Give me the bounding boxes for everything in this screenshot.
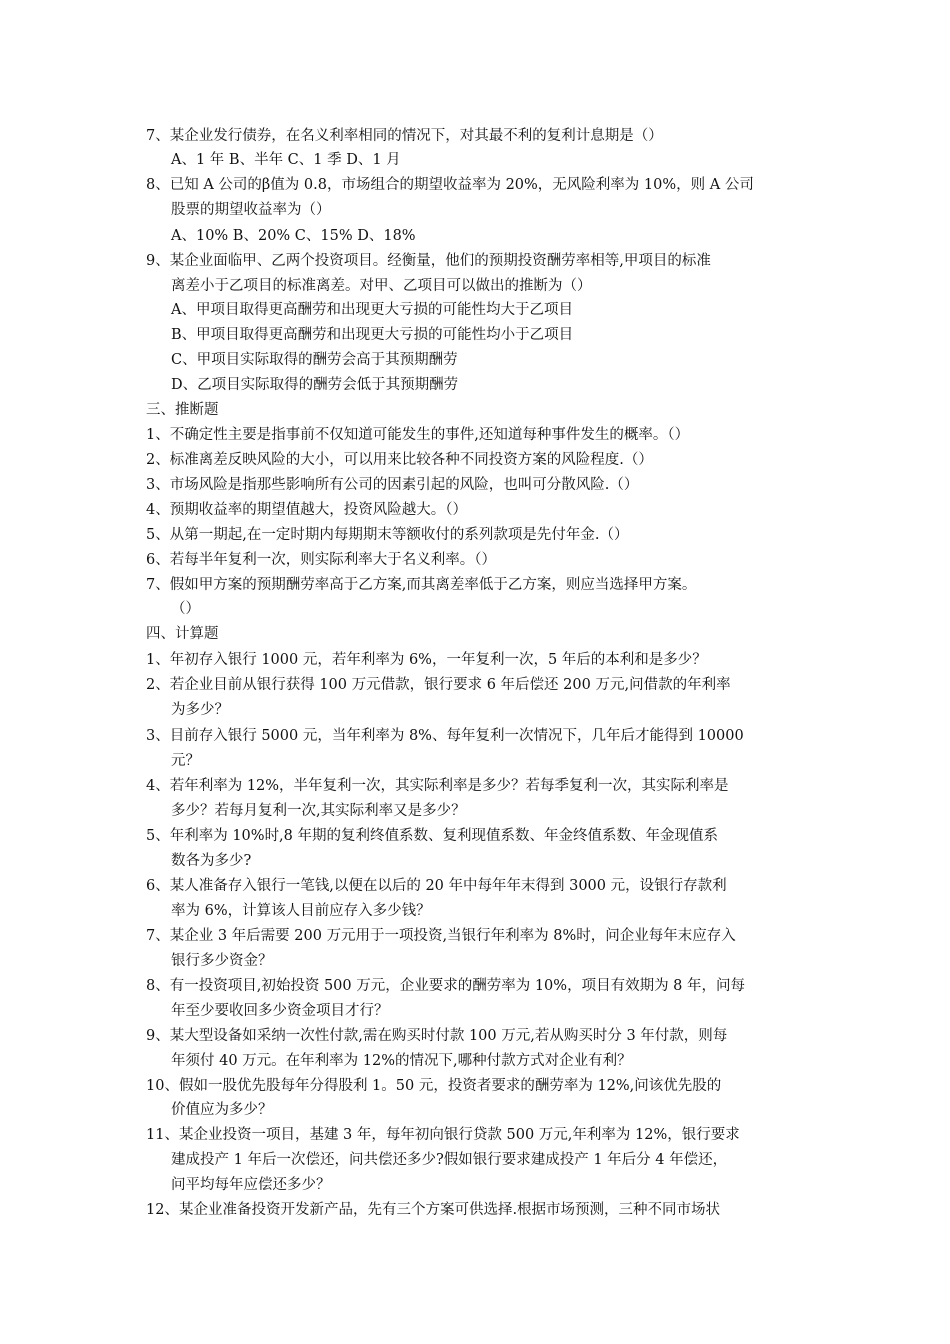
calc-item-8-cont: 年至少要收回多少资金项目才行？ xyxy=(171,1003,389,1019)
calc-item-3: 3、目前存入银行 5000 元，当年利率为 8%、每年复利一次情况下，几年后才能得到 10000 xyxy=(146,728,744,744)
calc-item-3-cont: 元？ xyxy=(171,753,200,769)
calc-item-9-cont: 年须付 40 万元。在年利率为 12%的情况下,哪种付款方式对企业有利？ xyxy=(171,1053,632,1069)
question-8-stem: 8、已知 A 公司的β值为 0.8，市场组合的期望收益率为 20%，无风险利率为 10%，则 A 公司 xyxy=(146,177,754,193)
judgment-item-4: 4、预期收益率的期望值越大，投资风险越大。（） xyxy=(146,502,467,518)
calc-item-8: 8、有一投资项目,初始投资 500 万元，企业要求的酬劳率为 10%，项目有效期为 8 年，问每 xyxy=(146,978,746,994)
judgment-item-2: 2、标准离差反映风险的大小，可以用来比较各种不同投资方案的风险程度.（） xyxy=(146,452,653,468)
calc-item-6: 6、某人准备存入银行一笔钱,以便在以后的 20 年中每年年末得到 3000 元，设银行存款利 xyxy=(146,878,727,894)
calc-item-11-cont-2: 问平均每年应偿还多少？ xyxy=(171,1177,331,1193)
judgment-item-3: 3、市场风险是指那些影响所有公司的因素引起的风险，也叫可分散风险.（） xyxy=(146,477,639,493)
question-9-stem-cont: 离差小于乙项目的标准离差。对甲、乙项目可以做出的推断为（） xyxy=(171,278,592,294)
question-9-option-b: B、甲项目取得更高酬劳和出现更大亏损的可能性均小于乙项目 xyxy=(171,327,574,343)
judgment-item-7: 7、假如甲方案的预期酬劳率高于乙方案,而其离差率低于乙方案，则应当选择甲方案。 xyxy=(146,577,697,593)
calc-item-2-cont: 为多少？ xyxy=(171,702,229,718)
calc-item-11: 11、某企业投资一项目，基建 3 年，每年初向银行贷款 500 万元,年利率为 12%，银行要求 xyxy=(146,1127,740,1143)
calc-item-2: 2、若企业目前从银行获得 100 万元借款，银行要求 6 年后偿还 200 万元,问借款的年利率 xyxy=(146,677,731,693)
calc-item-10: 10、假如一股优先股每年分得股利 1。50 元，投资者要求的酬劳率为 12%,问该优先股的 xyxy=(146,1078,722,1094)
calc-item-5-cont: 数各为多少? xyxy=(171,853,252,869)
judgment-item-1: 1、不确定性主要是指事前不仅知道可能发生的事件,还知道每种事件发生的概率。（） xyxy=(146,427,690,443)
calc-item-7-cont: 银行多少资金？ xyxy=(171,953,273,969)
judgment-item-6: 6、若每半年复利一次，则实际利率大于名义利率。（） xyxy=(146,552,496,568)
question-7-options: A、1 年 B、半年 C、1 季 D、1 月 xyxy=(171,152,401,168)
question-8-options: A、10% B、20% C、15% D、18% xyxy=(171,228,416,244)
calc-item-9: 9、某大型设备如采纳一次性付款,需在购买时付款 100 万元,若从购买时分 3 年付款，则每 xyxy=(146,1028,728,1044)
calc-item-5: 5、年利率为 10%时,8 年期的复利终值系数、复利现值系数、年金终值系数、年金现值系 xyxy=(146,828,719,844)
section-heading-judgment: 三、推断题 xyxy=(146,402,219,418)
question-9-option-a: A、甲项目取得更高酬劳和出现更大亏损的可能性均大于乙项目 xyxy=(171,302,573,318)
judgment-item-5: 5、从第一期起,在一定时期内每期期末等额收付的系列款项是先付年金.（） xyxy=(146,527,629,543)
question-9-stem: 9、某企业面临甲、乙两个投资项目。经衡量，他们的预期投资酬劳率相等,甲项目的标准 xyxy=(146,253,711,269)
calc-item-1: 1、年初存入银行 1000 元，若年利率为 6%，一年复利一次，5 年后的本利和是多少？ xyxy=(146,652,707,668)
question-9-option-d: D、乙项目实际取得的酬劳会低于其预期酬劳 xyxy=(171,377,459,393)
calc-item-6-cont: 率为 6%，计算该人目前应存入多少钱？ xyxy=(171,903,431,919)
calc-item-4-cont: 多少？若每月复利一次,其实际利率又是多少？ xyxy=(171,803,466,819)
calc-item-7: 7、某企业 3 年后需要 200 万元用于一项投资,当银行年利率为 8%时，问企业每年末应存入 xyxy=(146,928,736,944)
calc-item-4: 4、若年利率为 12%，半年复利一次，其实际利率是多少？若每季复利一次，其实际利率是 xyxy=(146,778,729,794)
calc-item-12: 12、某企业准备投资开发新产品，先有三个方案可供选择.根据市场预测，三种不同市场状 xyxy=(146,1202,721,1218)
calc-item-10-cont: 价值应为多少？ xyxy=(171,1102,273,1118)
section-heading-calculation: 四、计算题 xyxy=(146,626,219,642)
question-9-option-c: C、甲项目实际取得的酬劳会高于其预期酬劳 xyxy=(171,352,458,368)
judgment-item-7-cont: （） xyxy=(171,601,200,617)
question-8-stem-cont: 股票的期望收益率为（） xyxy=(171,202,331,218)
calc-item-11-cont: 建成投产 1 年后一次偿还，问共偿还多少?假如银行要求建成投产 1 年后分 4 年偿还， xyxy=(171,1152,728,1168)
question-7-stem: 7、某企业发行债券，在名义利率相同的情况下，对其最不利的复利计息期是（） xyxy=(146,128,663,144)
